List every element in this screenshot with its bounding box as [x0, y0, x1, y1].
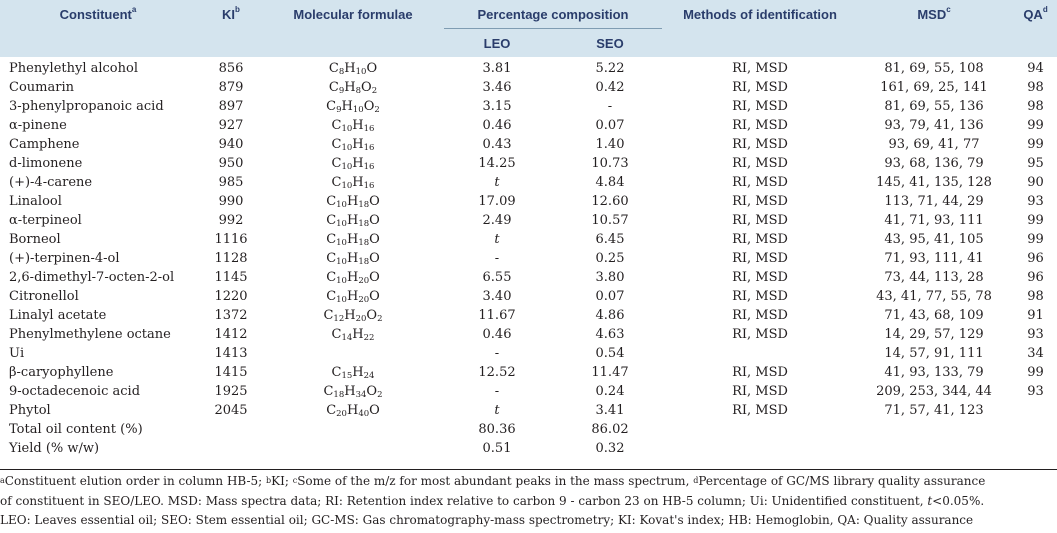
- cell-leo: t: [494, 175, 500, 190]
- cell-msd: [854, 420, 1014, 439]
- cell-msd: 41, 93, 133, 79: [884, 365, 984, 380]
- cell-constituent: Phenylmethylene octane: [9, 327, 171, 342]
- cell-molecular-formula: $C_{10}H_{16}$: [331, 175, 375, 191]
- cell-constituent: β-caryophyllene: [9, 365, 114, 380]
- table-body: [0, 57, 1057, 458]
- header-blank: [1014, 29, 1057, 57]
- cell-constituent: Phenylethyl alcohol: [9, 61, 138, 76]
- cell-qa: 96: [1027, 251, 1044, 266]
- header-blank: [666, 29, 854, 57]
- table-row: [0, 154, 1057, 173]
- cell-qa: 99: [1027, 232, 1044, 247]
- cell-seo: 0.25: [595, 251, 625, 266]
- cell-molecular-formula: $C_{10}H_{18}O$: [326, 232, 380, 248]
- cell-msd: 81, 69, 55, 136: [884, 99, 984, 114]
- cell-qa: 93: [1027, 194, 1044, 209]
- cell-ki: 1220: [214, 289, 248, 304]
- cell-seo: 0.42: [595, 80, 625, 95]
- cell-constituent: 3-phenylpropanoic acid: [9, 99, 164, 114]
- cell-molecular-formula: $C_{10}H_{20}O$: [326, 289, 380, 305]
- table-row: [0, 211, 1057, 230]
- cell-seo: 11.47: [591, 365, 629, 380]
- footnote-line-3: LEO: Leaves essential oil; SEO: Stem essential oil; GC-MS: Gas chromatography-mass spectrometry; KI: Kovat's index; HB: Hemoglobin, QA: Quality assurance: [0, 513, 974, 527]
- cell-molecular-formula: $C_{10}H_{18}O$: [326, 251, 380, 267]
- cell-seo: 3.80: [595, 270, 625, 285]
- cell-method: RI, MSD: [732, 80, 788, 95]
- cell-molecular-formula: $C_8H_{10}O$: [328, 61, 378, 77]
- cell-qa: [1014, 401, 1057, 420]
- cell-seo: 0.54: [595, 346, 625, 361]
- cell-qa: 98: [1027, 289, 1044, 304]
- cell-constituent: Camphene: [9, 137, 80, 152]
- cell-method: RI, MSD: [732, 175, 788, 190]
- cell-seo: 4.63: [595, 327, 625, 342]
- header-leo: LEO: [440, 29, 554, 57]
- cell-qa: 93: [1027, 327, 1044, 342]
- cell-method: RI, MSD: [732, 308, 788, 323]
- cell-constituent: Linalool: [9, 194, 62, 209]
- table-row: [0, 325, 1057, 344]
- cell-molecular-formula: $C_{10}H_{18}O$: [326, 213, 380, 229]
- cell-molecular-formula: $C_{10}H_{18}O$: [326, 194, 380, 210]
- cell-molecular-formula: $C_9H_{10}O_2$: [326, 99, 380, 115]
- cell-qa: 93: [1027, 384, 1044, 399]
- cell-qa: 91: [1027, 308, 1044, 323]
- cell-qa: 99: [1027, 137, 1044, 152]
- cell-method: RI, MSD: [732, 61, 788, 76]
- cell-molecular-formula: [266, 439, 440, 458]
- cell-msd: 71, 93, 111, 41: [884, 251, 984, 266]
- cell-molecular-formula: $C_{12}H_{20}O_2$: [323, 308, 383, 324]
- cell-method: RI, MSD: [732, 270, 788, 285]
- header-blank: [854, 29, 1014, 57]
- cell-ki: 1415: [214, 365, 248, 380]
- cell-method: RI, MSD: [732, 118, 788, 133]
- cell-constituent: Borneol: [9, 232, 61, 247]
- table-row: [0, 135, 1057, 154]
- cell-constituent: Phytol: [9, 403, 51, 418]
- cell-qa: [1014, 420, 1057, 439]
- cell-leo: -: [494, 251, 500, 266]
- cell-ki: [196, 439, 266, 458]
- table-row: [0, 57, 1057, 78]
- cell-leo: -: [494, 384, 500, 399]
- cell-ki: 879: [218, 80, 244, 95]
- table-row: [0, 192, 1057, 211]
- cell-seo: 10.73: [591, 156, 629, 171]
- cell-msd: 71, 57, 41, 123: [884, 403, 984, 418]
- cell-leo: 11.67: [478, 308, 516, 323]
- cell-seo: 0.32: [595, 441, 625, 456]
- cell-msd: 73, 44, 113, 28: [884, 270, 984, 285]
- table-row: [0, 306, 1057, 325]
- table-row: [0, 173, 1057, 192]
- cell-msd: 41, 71, 93, 111: [884, 213, 984, 228]
- cell-msd: 71, 43, 68, 109: [884, 308, 984, 323]
- cell-molecular-formula: [266, 344, 440, 363]
- cell-leo: 6.55: [482, 270, 512, 285]
- table-row: [0, 344, 1057, 363]
- cell-msd: 113, 71, 44, 29: [884, 194, 984, 209]
- cell-method: RI, MSD: [732, 251, 788, 266]
- cell-leo: 0.46: [482, 118, 512, 133]
- cell-ki: 927: [218, 118, 244, 133]
- cell-constituent: Coumarin: [9, 80, 74, 95]
- cell-constituent: Yield (% w/w): [9, 441, 100, 456]
- header-molecular-formulae: Molecular formulae: [266, 0, 440, 29]
- cell-leo: 17.09: [478, 194, 516, 209]
- table-row: [0, 401, 1057, 420]
- cell-qa: [1014, 439, 1057, 458]
- table-row: [0, 382, 1057, 401]
- cell-ki: 940: [218, 137, 244, 152]
- cell-method: RI, MSD: [732, 213, 788, 228]
- cell-qa: 90: [1027, 175, 1044, 190]
- cell-qa: 98: [1027, 99, 1044, 114]
- cell-leo: 0.51: [482, 441, 512, 456]
- cell-ki: 985: [218, 175, 244, 190]
- cell-ki: 1413: [214, 346, 248, 361]
- cell-msd: 81, 69, 55, 108: [884, 61, 984, 76]
- cell-msd: 93, 79, 41, 136: [884, 118, 984, 133]
- cell-molecular-formula: $C_{10}H_{16}$: [331, 137, 375, 153]
- cell-ki: 1145: [214, 270, 248, 285]
- footnote-line-1: $^a$Constituent elution order in column HB-5; $^b$KI; $^c$Some of the m/z for most abundant peaks in the mass spectrum, $^d$Percentage of GC/MS library quality assurance: [0, 474, 986, 488]
- cell-qa: 34: [1027, 346, 1044, 361]
- cell-molecular-formula: $C_{14}H_{22}$: [331, 327, 375, 343]
- cell-leo: 3.15: [482, 99, 512, 114]
- table-row: [0, 268, 1057, 287]
- cell-qa: 99: [1027, 365, 1044, 380]
- cell-ki: 2045: [214, 403, 248, 418]
- cell-qa: 94: [1027, 61, 1044, 76]
- cell-ki: 856: [218, 61, 244, 76]
- cell-constituent: Total oil content (%): [9, 422, 143, 437]
- cell-molecular-formula: $C_{20}H_{40}O$: [326, 403, 380, 419]
- cell-ki: 1116: [214, 232, 248, 247]
- cell-msd: 14, 57, 91, 111: [884, 346, 984, 361]
- cell-method: RI, MSD: [732, 232, 788, 247]
- cell-ki: 990: [218, 194, 244, 209]
- table-row: [0, 116, 1057, 135]
- table-row: [0, 420, 1057, 439]
- cell-method: RI, MSD: [732, 327, 788, 342]
- header-percentage-composition: Percentage composition: [440, 0, 666, 29]
- cell-leo: t: [494, 403, 500, 418]
- cell-method: RI, MSD: [732, 403, 788, 418]
- cell-method: RI, MSD: [732, 137, 788, 152]
- cell-method: RI, MSD: [732, 365, 788, 380]
- table-row: [0, 78, 1057, 97]
- cell-leo: 3.81: [482, 61, 512, 76]
- cell-seo: 4.86: [595, 308, 625, 323]
- cell-msd: 209, 253, 344, 44: [876, 384, 992, 399]
- cell-seo: 3.41: [595, 403, 625, 418]
- cell-constituent: (+)-4-carene: [9, 175, 93, 190]
- cell-msd: 161, 69, 25, 141: [880, 80, 988, 95]
- table-row: [0, 230, 1057, 249]
- cell-leo: t: [494, 232, 500, 247]
- cell-molecular-formula: $C_{10}H_{16}$: [331, 156, 375, 172]
- cell-leo: 3.46: [482, 80, 512, 95]
- header-msd: MSD$^c$: [854, 0, 1014, 29]
- cell-seo: 12.60: [591, 194, 629, 209]
- cell-constituent: 2,6-dimethyl-7-octen-2-ol: [9, 270, 175, 285]
- cell-constituent: 9-octadecenoic acid: [9, 384, 141, 399]
- cell-method: RI, MSD: [732, 156, 788, 171]
- cell-seo: -: [607, 99, 613, 114]
- cell-constituent: α-pinene: [9, 118, 67, 133]
- cell-leo: -: [494, 346, 500, 361]
- cell-qa: 95: [1027, 156, 1044, 171]
- cell-seo: 0.24: [595, 384, 625, 399]
- header-ki: $KI^b$: [196, 0, 266, 29]
- cell-seo: 5.22: [595, 61, 625, 76]
- table-row: [0, 249, 1057, 268]
- cell-msd: 93, 68, 136, 79: [884, 156, 984, 171]
- header-blank: [266, 29, 440, 57]
- cell-molecular-formula: $C_{15}H_{24}$: [331, 365, 375, 381]
- table-bottom-rule: [0, 469, 1057, 470]
- cell-msd: 145, 41, 135, 128: [876, 175, 992, 190]
- cell-ki: 1372: [214, 308, 248, 323]
- cell-constituent: Citronellol: [9, 289, 79, 304]
- cell-molecular-formula: [266, 420, 440, 439]
- cell-seo: 0.07: [595, 118, 625, 133]
- cell-method: [666, 344, 854, 363]
- cell-method: RI, MSD: [732, 99, 788, 114]
- cell-leo: 14.25: [478, 156, 516, 171]
- cell-leo: 0.46: [482, 327, 512, 342]
- header-qa: $QA^d$: [1014, 0, 1057, 29]
- cell-ki: [196, 420, 266, 439]
- cell-seo: 4.84: [595, 175, 625, 190]
- cell-ki: 1412: [214, 327, 248, 342]
- footnote-line-2: of constituent in SEO/LEO. MSD: Mass spectra data; RI: Retention index relative to carbon 9 - carbon 23 on HB-5 column; Ui: Unidentified constituent, t<0.05%.: [0, 493, 985, 508]
- cell-molecular-formula: $C_{10}H_{20}O$: [326, 270, 380, 286]
- cell-msd: 93, 69, 41, 77: [888, 137, 980, 152]
- cell-leo: 2.49: [482, 213, 512, 228]
- cell-molecular-formula: $C_9H_8O_2$: [328, 80, 378, 96]
- cell-msd: 14, 29, 57, 129: [884, 327, 984, 342]
- cell-ki: 1925: [214, 384, 248, 399]
- header-blank: [0, 29, 196, 57]
- footnotes: [0, 472, 1052, 531]
- cell-constituent: (+)-terpinen-4-ol: [9, 251, 120, 266]
- table-row: [0, 363, 1057, 382]
- cell-qa: 99: [1027, 118, 1044, 133]
- cell-leo: 0.43: [482, 137, 512, 152]
- cell-qa: 96: [1027, 270, 1044, 285]
- cell-msd: 43, 41, 77, 55, 78: [876, 289, 992, 304]
- cell-leo: 12.52: [478, 365, 516, 380]
- cell-method: [666, 420, 854, 439]
- cell-method: RI, MSD: [732, 384, 788, 399]
- cell-constituent: α-terpineol: [9, 213, 82, 228]
- cell-ki: 897: [218, 99, 244, 114]
- header-blank: [196, 29, 266, 57]
- header-seo: SEO: [554, 29, 666, 57]
- cell-ki: 950: [218, 156, 244, 171]
- cell-constituent: Ui: [9, 346, 25, 361]
- cell-qa: 99: [1027, 213, 1044, 228]
- cell-method: RI, MSD: [732, 194, 788, 209]
- cell-leo: 3.40: [482, 289, 512, 304]
- cell-seo: 0.07: [595, 289, 625, 304]
- cell-molecular-formula: $C_{18}H_{34}O_2$: [323, 384, 383, 400]
- cell-constituent: d-limonene: [9, 156, 83, 171]
- cell-seo: 1.40: [595, 137, 625, 152]
- cell-method: [666, 439, 854, 458]
- cell-seo: 86.02: [591, 422, 629, 437]
- cell-ki: 992: [218, 213, 244, 228]
- cell-constituent: Linalyl acetate: [9, 308, 107, 323]
- header-constituent: Constituent$^a$: [0, 0, 196, 29]
- cell-leo: 80.36: [478, 422, 516, 437]
- cell-method: RI, MSD: [732, 289, 788, 304]
- header-methods-of-identification: Methods of identification: [666, 0, 854, 29]
- table-row: [0, 97, 1057, 116]
- cell-msd: [854, 439, 1014, 458]
- table-row: [0, 439, 1057, 458]
- cell-molecular-formula: $C_{10}H_{16}$: [331, 118, 375, 134]
- cell-seo: 10.57: [591, 213, 629, 228]
- table-row: [0, 287, 1057, 306]
- cell-ki: 1128: [214, 251, 248, 266]
- cell-qa: 98: [1027, 80, 1044, 95]
- cell-seo: 6.45: [595, 232, 625, 247]
- cell-msd: 43, 95, 41, 105: [884, 232, 984, 247]
